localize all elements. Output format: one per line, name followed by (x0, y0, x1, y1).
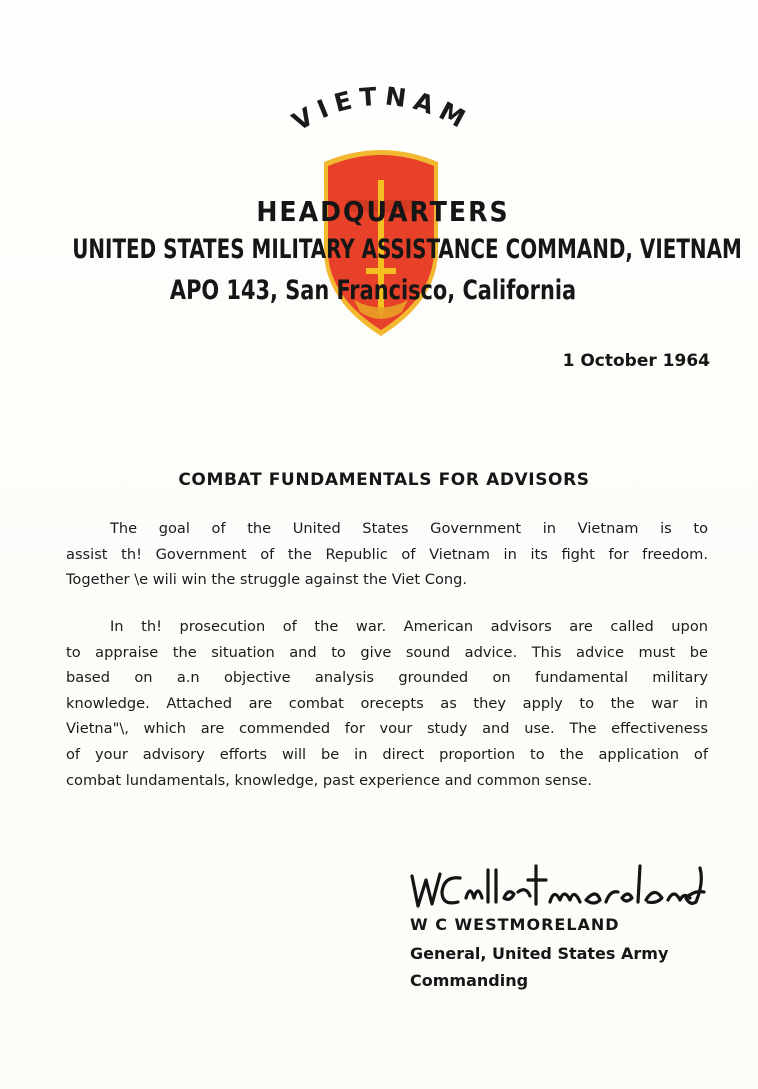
header-command-name: UNITED STATES MILITARY ASSISTANCE COMMAND, VIETNAM (72, 234, 742, 265)
paragraph-line: assist th! Government of the Republic of Vietnam in its fight for freedom. (66, 545, 708, 563)
signatory-role: Commanding (410, 971, 529, 990)
paragraph-line: to appraise the situation and to give sound advice. This advice must be (66, 643, 708, 661)
paragraph-line: knowledge. Attached are combat orecepts as they apply to the war in (66, 694, 708, 712)
paragraph-line: Vietna"\, which are commended for vour study and use. The effectiveness (66, 720, 708, 738)
signatory-name: W C WESTMORELAND (410, 915, 620, 934)
paragraph-goal (66, 516, 708, 593)
header-headquarters: HEADQUARTERS (256, 195, 510, 228)
svg-text:VIETNAM (287, 81, 476, 136)
paragraph-prosecution (66, 614, 708, 793)
document-date: 1 October 1964 (562, 351, 710, 371)
paragraph-line: based on a.n objective analysis grounded on fundamental military (66, 669, 708, 687)
emblem-arc-label: VIETNAM (287, 81, 477, 137)
paragraph-line: combat lundamentals, knowledge, past experience and common sense. (66, 771, 592, 789)
signatory-title: General, United States Army (410, 944, 669, 963)
handwritten-signature (404, 862, 716, 918)
paragraph-line: In th! prosecution of the war. American advisors are called upon (110, 618, 708, 635)
paragraph-line: Together \e wili win the struggle against the Viet Cong. (66, 571, 468, 589)
document-title: COMBAT FUNDAMENTALS FOR ADVISORS (178, 470, 590, 490)
paragraph-line: of your advisory efforts will be in direct proportion to the application of (66, 745, 708, 763)
header-address: APO 143, San Francisco, California (169, 275, 577, 306)
paragraph-line: The goal of the United States Government in Vietnam is to (110, 520, 708, 537)
